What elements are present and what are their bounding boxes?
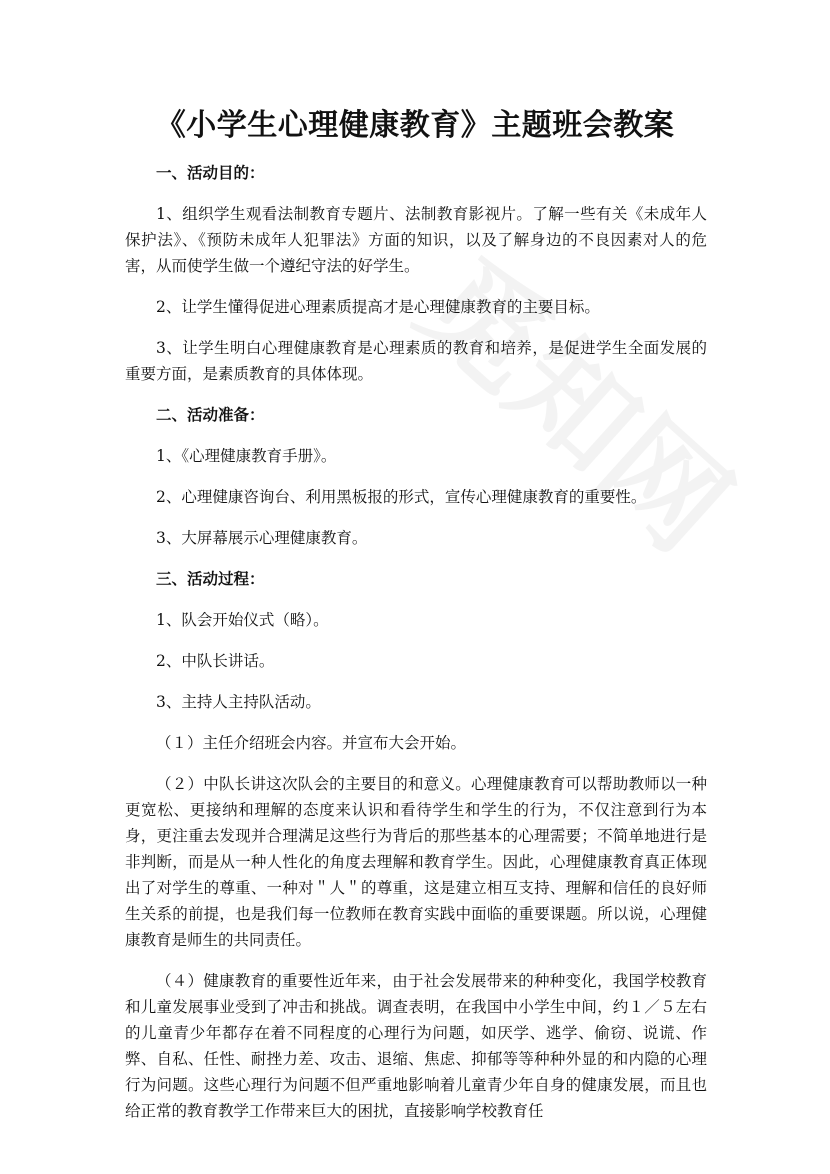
section-heading-process: 三、活动过程：: [156, 570, 265, 588]
paragraph: （２）中队长讲这次队会的主要目的和意义。心理健康教育可以帮助教师以一种更宽松、更接纳和理解的态度来认识和看待学生和学生的行为，不仅注意到行为本身，更注重去发现并合理满足这些行为背后的那些基本的心理需要；不简单地进行是非判断，而是从一种人性化的角度去理解和教育学生。因此，心理健康教育真正体现出了对学生的尊重、一种对＂人＂的尊重，这是建立相互支持、理解和信任的良好师生关系的前提，也是我们每一位教师在教育实践中面临的重要课题。所以说，心理健康教育是师生的共同责任。: [125, 775, 707, 949]
paragraph: （１）主任介绍班会内容。并宣布大会开始。: [156, 734, 467, 752]
paragraph: 2、心理健康咨询台、利用黑板报的形式，宣传心理健康教育的重要性。: [156, 488, 647, 506]
document-body: [125, 160, 707, 1139]
paragraph: （４）健康教育的重要性近年来，由于社会发展带来的种种变化，我国学校教育和儿童发展事业受到了冲击和挑战。调查表明，在我国中小学生中间，约１／５左右的儿童青少年都存在着不同程度的心理行为问题，如厌学、逃学、偷窃、说谎、作弊、自私、任性、耐挫力差、攻击、退缩、焦虑、抑郁等等种种外显的和内隐的心理行为问题。这些心理行为问题不但严重地影响着儿童青少年自身的健康发展，而且也给正常的教育教学工作带来巨大的困扰，直接影响学校教育任: [125, 972, 707, 1120]
paragraph: 3、大屏幕展示心理健康教育。: [156, 529, 368, 547]
paragraph: 2、让学生懂得促进心理素质提高才是心理健康教育的主要目标。: [156, 298, 600, 316]
paragraph: 3、主持人主持队活动。: [156, 693, 321, 711]
paragraph: 1、《心理健康教育手册》。: [156, 447, 337, 465]
section-heading-purpose: 一、活动目的：: [156, 164, 265, 182]
paragraph: 3、让学生明白心理健康教育是心理素质的教育和培养，是促进学生全面发展的重要方面，是素质教育的具体体现。: [125, 339, 707, 383]
paragraph: 2、中队长讲话。: [156, 652, 275, 670]
paragraph: 1、队会开始仪式（略）。: [156, 611, 329, 629]
document-title: 《小学生心理健康教育》主题班会教案: [155, 108, 675, 143]
section-heading-preparation: 二、活动准备：: [156, 406, 265, 424]
paragraph: 1、组织学生观看法制教育专题片、法制教育影视片。了解一些有关《未成年人保护法》、《预防未成年人犯罪法》方面的知识，以及了解身边的不良因素对人的危害，从而使学生做一个遵纪守法的好学生。: [125, 205, 707, 275]
